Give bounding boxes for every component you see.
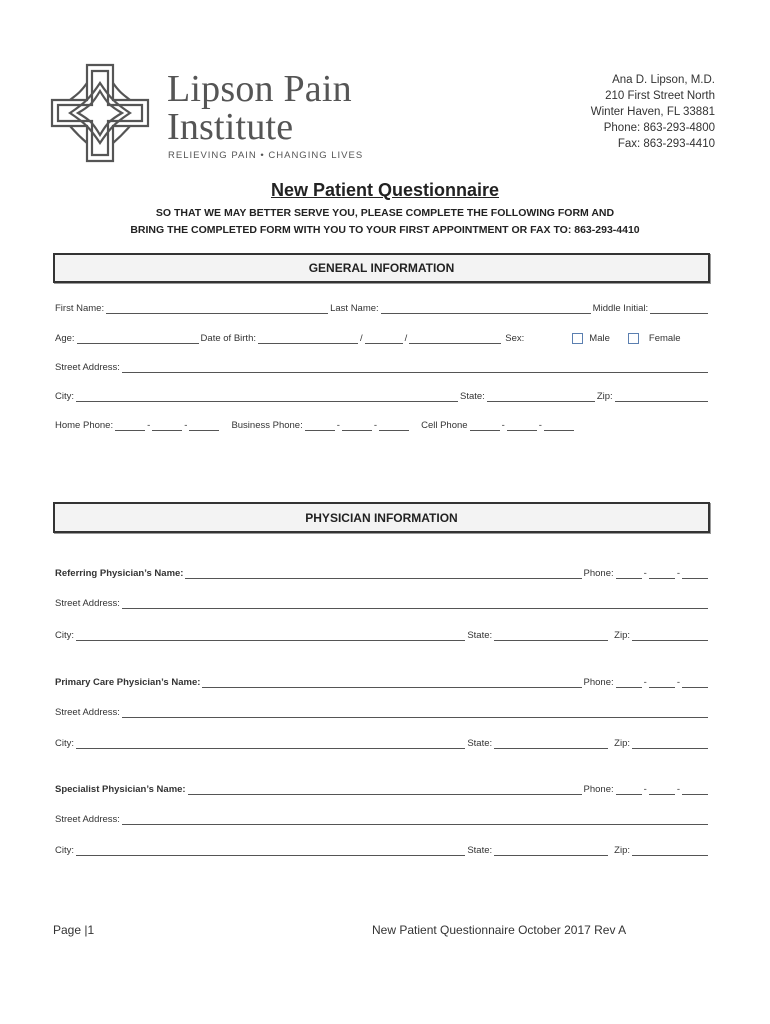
brand-name-line-1: Lipson Pain — [167, 68, 352, 110]
referring-state-label: State: — [467, 630, 493, 641]
cell-phone-area-field[interactable] — [470, 420, 500, 431]
specialist-physician-name-field[interactable] — [188, 784, 582, 795]
phone-dash: - — [676, 784, 680, 795]
specialist-physician-row — [55, 781, 710, 795]
street-address-field[interactable] — [122, 362, 708, 373]
doctor-name: Ana D. Lipson, M.D. — [612, 74, 715, 86]
home-phone-area-field[interactable] — [115, 420, 145, 431]
business-phone-area-field[interactable] — [305, 420, 335, 431]
referring-phone-line-field[interactable] — [682, 568, 708, 579]
specialist-phone-prefix-field[interactable] — [649, 784, 675, 795]
city-field[interactable] — [76, 391, 458, 402]
referring-physician-name-field[interactable] — [185, 568, 581, 579]
primary-street-row — [55, 704, 710, 718]
specialist-zip-label: Zip: — [614, 845, 630, 856]
referring-street-row — [55, 595, 710, 609]
specialist-state-label: State: — [467, 845, 493, 856]
female-label: Female — [648, 333, 681, 344]
specialist-city-field[interactable] — [76, 845, 465, 856]
instructions-line-1: SO THAT WE MAY BETTER SERVE YOU, PLEASE COMPLETE THE FOLLOWING FORM AND — [155, 207, 615, 219]
female-checkbox[interactable] — [628, 333, 639, 344]
name-row — [55, 300, 710, 314]
primary-physician-name-field[interactable] — [202, 677, 581, 688]
first-name-field[interactable] — [106, 303, 328, 314]
page-number: Page |1 — [53, 923, 95, 937]
primary-state-field[interactable] — [494, 738, 608, 749]
zip-label: Zip: — [596, 391, 613, 402]
specialist-street-field[interactable] — [122, 814, 708, 825]
primary-zip-field[interactable] — [632, 738, 708, 749]
city-label: City: — [55, 391, 74, 402]
home-phone-line-field[interactable] — [189, 420, 219, 431]
male-checkbox[interactable] — [572, 333, 583, 344]
specialist-phone-line-field[interactable] — [682, 784, 708, 795]
dob-label: Date of Birth: — [200, 333, 256, 344]
primary-city-field[interactable] — [76, 738, 465, 749]
street-address: 210 First Street North — [605, 90, 715, 102]
dob-month-field[interactable] — [258, 333, 358, 344]
city-row — [55, 388, 710, 402]
phone-dash: - — [643, 677, 647, 688]
home-phone-prefix-field[interactable] — [152, 420, 182, 431]
specialist-phone-label: Phone: — [583, 784, 614, 795]
primary-zip-label: Zip: — [614, 738, 630, 749]
male-label: Male — [589, 333, 610, 344]
phone-number: Phone: 863-293-4800 — [603, 122, 715, 134]
state-field[interactable] — [487, 391, 595, 402]
specialist-phone-area-field[interactable] — [616, 784, 642, 795]
specialist-physician-label: Specialist Physician’s Name: — [55, 784, 186, 795]
middle-initial-field[interactable] — [650, 303, 708, 314]
street-address-label: Street Address: — [55, 362, 120, 373]
specialist-street-label: Street Address: — [55, 814, 120, 825]
phone-dash: - — [501, 420, 505, 431]
primary-phone-prefix-field[interactable] — [649, 677, 675, 688]
primary-street-field[interactable] — [122, 707, 708, 718]
primary-physician-label: Primary Care Physician’s Name: — [55, 677, 201, 688]
last-name-field[interactable] — [381, 303, 591, 314]
primary-city-row — [55, 735, 710, 749]
last-name-label: Last Name: — [330, 303, 379, 314]
phones-row — [55, 417, 710, 431]
phone-dash: - — [147, 420, 151, 431]
referring-street-field[interactable] — [122, 598, 708, 609]
sex-label: Sex: — [505, 333, 525, 344]
referring-zip-field[interactable] — [632, 630, 708, 641]
referring-city-row — [55, 627, 710, 641]
business-phone-prefix-field[interactable] — [342, 420, 372, 431]
contact-block — [591, 72, 715, 152]
referring-phone-prefix-field[interactable] — [649, 568, 675, 579]
dob-year-field[interactable] — [409, 333, 501, 344]
primary-physician-row — [55, 674, 710, 688]
primary-phone-area-field[interactable] — [616, 677, 642, 688]
specialist-city-row — [55, 842, 710, 856]
phone-dash: - — [373, 420, 378, 431]
referring-phone-label: Phone: — [583, 568, 614, 579]
fax-number: Fax: 863-293-4410 — [617, 138, 715, 150]
primary-state-label: State: — [467, 738, 493, 749]
general-information-header: GENERAL INFORMATION — [53, 253, 710, 283]
brand-name-line-2: Institute — [167, 106, 294, 148]
middle-initial-label: Middle Initial: — [592, 303, 649, 314]
age-label: Age: — [55, 333, 75, 344]
phone-dash: - — [643, 568, 647, 579]
dob-day-field[interactable] — [365, 333, 403, 344]
city-state-zip: Winter Haven, FL 33881 — [590, 106, 715, 118]
lipson-logo-icon — [50, 63, 150, 163]
phone-dash: - — [538, 420, 542, 431]
form-revision: New Patient Questionnaire October 2017 Rev A — [372, 923, 627, 937]
referring-street-label: Street Address: — [55, 598, 120, 609]
street-row — [55, 359, 710, 373]
phone-dash: - — [676, 677, 680, 688]
cell-phone-prefix-field[interactable] — [507, 420, 537, 431]
referring-physician-label: Referring Physician’s Name: — [55, 568, 184, 579]
first-name-label: First Name: — [55, 303, 105, 314]
primary-street-label: Street Address: — [55, 707, 120, 718]
primary-city-label: City: — [55, 738, 74, 749]
business-phone-label: Business Phone: — [231, 420, 303, 431]
referring-city-label: City: — [55, 630, 74, 641]
age-row — [55, 330, 710, 344]
specialist-city-label: City: — [55, 845, 74, 856]
phone-dash: - — [336, 420, 340, 431]
specialist-zip-field[interactable] — [632, 845, 708, 856]
primary-phone-label: Phone: — [583, 677, 614, 688]
business-phone-line-field[interactable] — [379, 420, 409, 431]
specialist-street-row — [55, 811, 710, 825]
dob-separator: / — [404, 333, 408, 344]
phone-dash: - — [184, 420, 188, 431]
referring-state-field[interactable] — [494, 630, 608, 641]
instructions-line-2: BRING THE COMPLETED FORM WITH YOU TO YOUR FIRST APPOINTMENT OR FAX TO: 863-293-4410 — [130, 224, 640, 236]
referring-city-field[interactable] — [76, 630, 465, 641]
home-phone-label: Home Phone: — [55, 420, 114, 431]
age-field[interactable] — [77, 333, 199, 344]
physician-information-header: PHYSICIAN INFORMATION — [53, 502, 710, 533]
cell-phone-label: Cell Phone — [421, 420, 468, 431]
dob-separator: / — [360, 333, 363, 344]
state-label: State: — [460, 391, 485, 402]
primary-phone-line-field[interactable] — [682, 677, 708, 688]
referring-physician-row — [55, 565, 710, 579]
page-title: New Patient Questionnaire — [270, 180, 500, 200]
referring-zip-label: Zip: — [614, 630, 630, 641]
phone-dash: - — [643, 784, 647, 795]
phone-dash: - — [676, 568, 680, 579]
zip-field[interactable] — [615, 391, 708, 402]
brand-tagline: RELIEVING PAIN • CHANGING LIVES — [168, 150, 364, 161]
cell-phone-line-field[interactable] — [544, 420, 574, 431]
specialist-state-field[interactable] — [494, 845, 608, 856]
referring-phone-area-field[interactable] — [616, 568, 642, 579]
